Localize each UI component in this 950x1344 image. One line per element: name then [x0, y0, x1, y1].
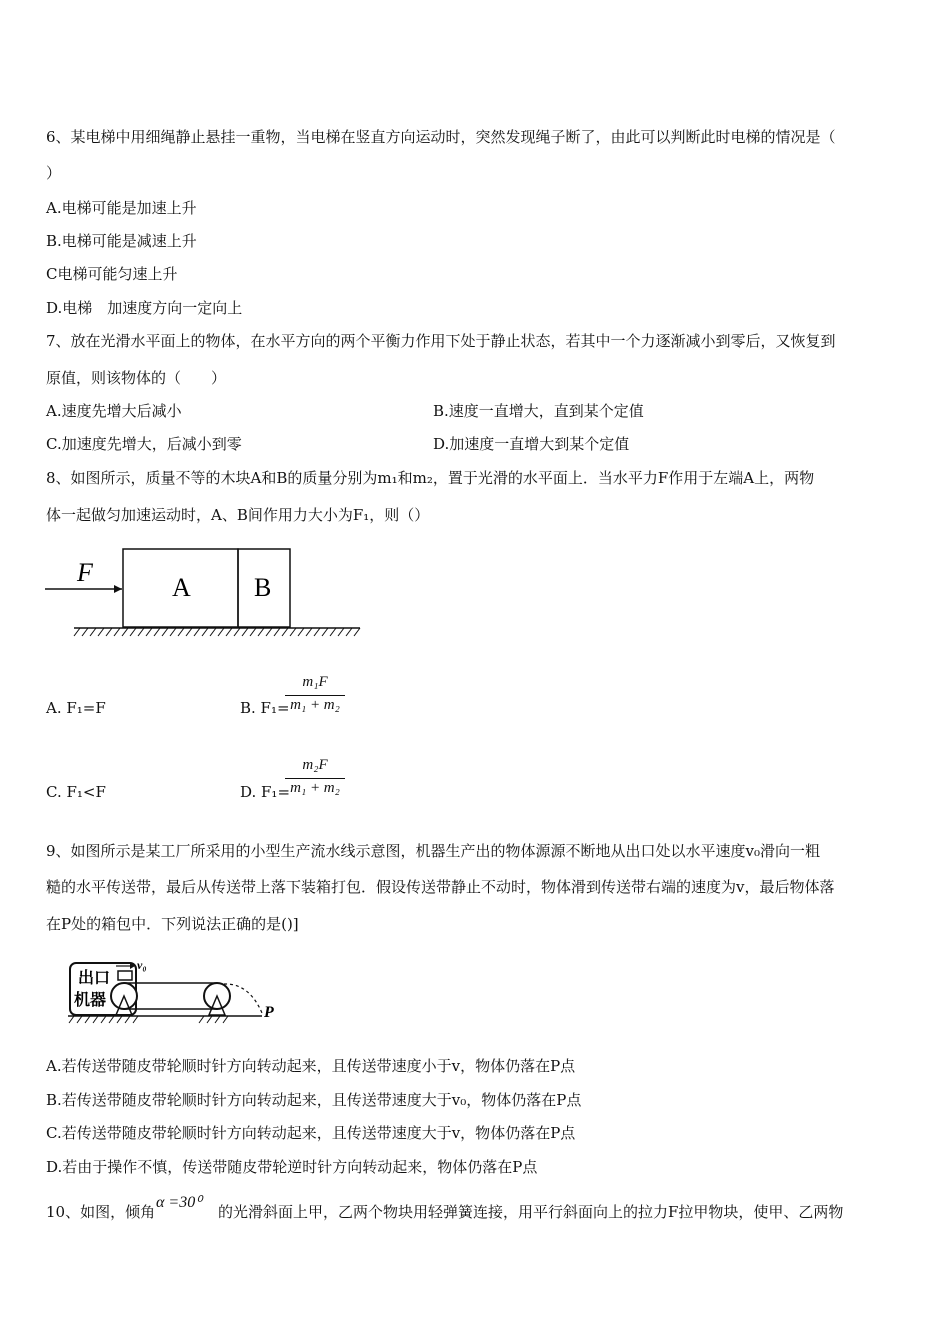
q8-option-b-denominator: m₁ + m₂	[290, 697, 340, 713]
ground-hatch	[74, 628, 360, 636]
q8-option-d-denominator: m₁ + m₂	[290, 780, 340, 796]
machine-label: 机器	[74, 992, 107, 1009]
q8-option-c: C. F₁<F	[46, 783, 106, 801]
object-block	[118, 971, 132, 980]
q8-option-a: A. F₁=F	[46, 699, 106, 717]
q10-stem-suffix: 的光滑斜面上甲，乙两个物块用轻弹簧连接，用平行斜面向上的拉力F拉甲物块，使甲、乙两物	[218, 1203, 844, 1221]
q6-option-c: C电梯可能匀速上升	[46, 265, 178, 283]
q7-option-b: B.速度一直增大，直到某个定值	[433, 402, 644, 420]
q8-option-d-fraction	[285, 757, 345, 805]
block-b-label: B	[254, 573, 272, 602]
q10-stem-prefix: 10、如图，倾角	[46, 1203, 156, 1221]
q9-stem-line2: 糙的水平传送带，最后从传送带上落下装箱打包．假设传送带静止不动时，物体滑到传送带右端的速度为v，最后物体落	[46, 878, 835, 896]
q9-option-b: B.若传送带随皮带轮顺时针方向转动起来，且传送带速度大于v₀，物体仍落在P点	[46, 1091, 582, 1109]
v0-label: v₀	[137, 958, 147, 972]
q7-option-a: A.速度先增大后减小	[46, 402, 182, 420]
blocks-diagram	[40, 540, 370, 640]
p-label: P	[264, 1004, 274, 1021]
block-a-label: A	[172, 573, 191, 602]
ground-hatch	[69, 1016, 228, 1023]
q6-stem-end: ）	[46, 164, 62, 182]
q6-option-b: B.电梯可能是减速上升	[46, 232, 197, 250]
q8-option-b-fraction	[285, 674, 345, 722]
q6-option-a: A.电梯可能是加速上升	[46, 199, 197, 217]
q8-stem-line2: 体一起做匀加速运动时，A、B间作用力大小为F₁，则（）	[46, 506, 430, 524]
q10-angle: α =30⁰	[156, 1194, 202, 1211]
q8-stem-line1: 8、如图所示，质量不等的木块A和B的质量分别为m₁和m₂，置于光滑的水平面上．当水平力F作用于左端A上，两物	[46, 469, 815, 487]
q8-option-d-prefix: D. F₁=	[240, 783, 291, 801]
q6-stem: 6、某电梯中用细绳静止悬挂一重物，当电梯在竖直方向运动时，突然发现绳子断了，由此可以判断此时电梯的情况是（	[46, 128, 836, 146]
fraction-bar	[285, 695, 345, 696]
q7-option-d: D.加速度一直增大到某个定值	[433, 435, 630, 453]
q8-option-b-prefix: B. F₁=	[240, 699, 290, 717]
q8-option-b-numerator: m₁F	[302, 674, 328, 690]
exit-label: 出口	[78, 970, 111, 987]
q9-option-a: A.若传送带随皮带轮顺时针方向转动起来，且传送带速度小于v，物体仍落在P点	[46, 1057, 576, 1075]
q8-option-d-numerator: m₂F	[302, 757, 328, 773]
q7-option-c: C.加速度先增大，后减小到零	[46, 435, 242, 453]
conveyor-diagram	[64, 955, 284, 1027]
q9-option-c: C.若传送带随皮带轮顺时针方向转动起来，且传送带速度大于v，物体仍落在P点	[46, 1124, 576, 1142]
force-arrow-head	[114, 585, 122, 593]
q6-option-d: D.电梯 加速度方向一定向上	[46, 299, 243, 317]
q7-stem-line2: 原值，则该物体的（ ）	[46, 369, 227, 387]
q9-stem-line3: 在P处的箱包中．下列说法正确的是()]	[46, 915, 299, 933]
q9-stem-line1: 9、如图所示是某工厂所采用的小型生产流水线示意图，机器生产出的物体源源不断地从出口处以水平速度v₀滑向一粗	[46, 842, 821, 860]
q9-option-d: D.若由于操作不慎，传送带随皮带轮逆时针方向转动起来，物体仍落在P点	[46, 1158, 538, 1176]
force-label: F	[77, 558, 93, 587]
fraction-bar	[285, 778, 345, 779]
q7-stem-line1: 7、放在光滑水平面上的物体，在水平方向的两个平衡力作用下处于静止状态，若其中一个力逐渐减小到零后，又恢复到	[46, 332, 836, 350]
